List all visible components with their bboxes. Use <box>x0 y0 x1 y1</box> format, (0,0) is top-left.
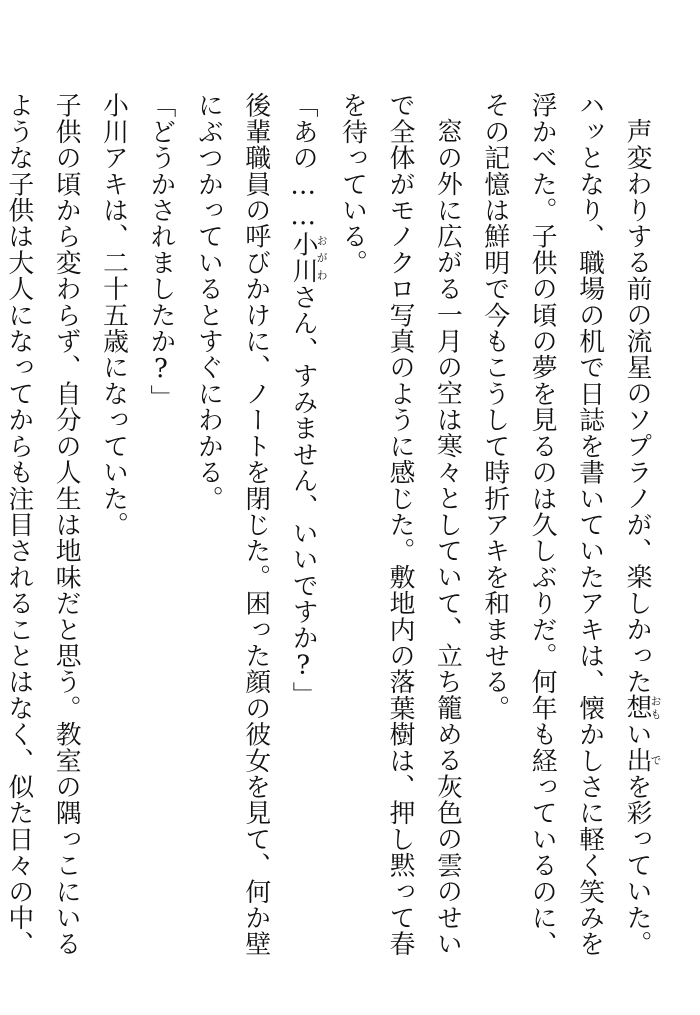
novel-page <box>3 92 663 972</box>
paragraph: 後輩職員の呼びかけに、ノートを閉じた。困った顔の彼女を見て、何か壁にぶつかっているとすぐにわかる。 <box>193 92 271 957</box>
paragraph: 子供の頃から変わらず、自分の人生は地味だと思う。教室の隅っこにいるような子供は大人になってからも注目されることはなく、似た日々の中、 <box>3 92 82 957</box>
ruby-annotation: 想おも <box>622 694 663 721</box>
ruby-annotation: 出で <box>622 746 663 773</box>
ruby-annotation: 小川おがわ <box>288 231 329 284</box>
paragraph: 小川アキは、二十五歳になっていた。 <box>98 92 129 538</box>
paragraph: 「あの……小川おがわさん、すみません、いいですか?」 <box>288 92 329 708</box>
paragraph: 声変わりする前の流星のソプラノが、楽しかった想おもい出でを彩っていた。 <box>622 117 663 957</box>
paragraph: 「どうかされましたか?」 <box>145 92 176 411</box>
paragraph: 窓の外に広がる一月の空は寒々としていて、立ち籠める灰色の雲のせいで全体がモノクロ写真のように感じた。敷地内の落葉樹は、押し黙って春を待っている。 <box>337 92 463 957</box>
paragraph: ハッとなり、職場の机で日誌を書いていたアキは、懐かしさに軽く笑みを浮かべた。子供の頃の夢を見るのは久しぶりだ。何年も経っているのに、その記憶は鮮明で今もこうして時折アキを和ませる。 <box>479 92 605 957</box>
